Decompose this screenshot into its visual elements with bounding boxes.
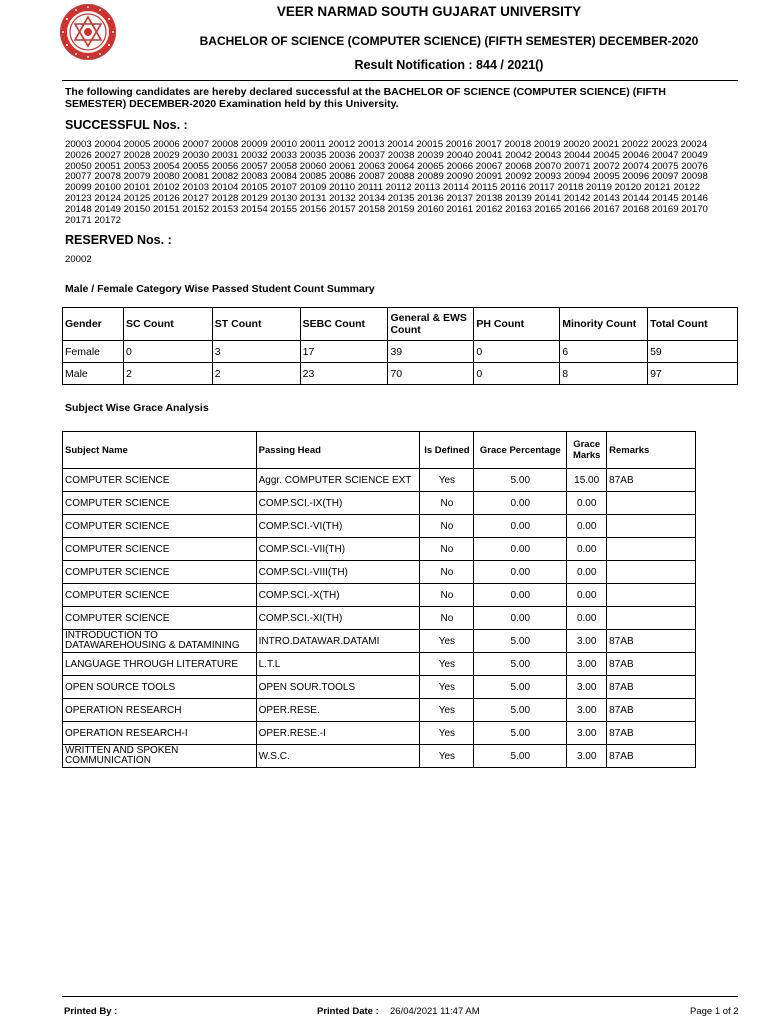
table-cell: OPER.RESE.-I: [256, 722, 420, 745]
table-cell: 3: [212, 341, 300, 363]
table-cell: COMP.SCI.-VIII(TH): [256, 561, 420, 584]
table-row: [63, 492, 696, 515]
table-row: [63, 515, 696, 538]
table-cell: COMPUTER SCIENCE: [63, 584, 257, 607]
table-cell: Female: [63, 341, 124, 363]
summary-col-gender: Gender: [63, 308, 124, 341]
intro-text: The following candidates are hereby declared successful at the BACHELOR OF SCIENCE (COMPUTER SCIENCE) (FIFTH SEMESTER) DECEMBER-2020 Examination held by this University.: [65, 86, 666, 110]
table-cell: 59: [648, 341, 738, 363]
table-cell: COMP.SCI.-VI(TH): [256, 515, 420, 538]
table-row: [63, 607, 696, 630]
table-cell: Yes: [420, 699, 474, 722]
grace-col-percentage: Grace Percentage: [474, 432, 567, 469]
table-cell: Yes: [420, 722, 474, 745]
table-cell: 5.00: [474, 699, 567, 722]
grace-title: Subject Wise Grace Analysis: [65, 402, 209, 414]
table-cell: W.S.C.: [256, 745, 420, 768]
table-cell: 5.00: [474, 469, 567, 492]
table-cell: WRITTEN AND SPOKEN COMMUNICATION: [63, 745, 257, 768]
table-cell: 5.00: [474, 722, 567, 745]
university-name: VEER NARMAD SOUTH GUJARAT UNIVERSITY: [276, 4, 582, 19]
grace-col-remarks: Remarks: [607, 432, 696, 469]
table-cell: 5.00: [474, 653, 567, 676]
table-cell: 0.00: [474, 515, 567, 538]
table-cell: OPEN SOUR.TOOLS: [256, 676, 420, 699]
summary-col-sc: SC Count: [123, 308, 212, 341]
table-cell: INTRODUCTION TO DATAWAREHOUSING & DATAMINING: [63, 630, 257, 653]
successful-numbers: 20003 20004 20005 20006 20007 20008 20009 20010 20011 20012 20013 20014 20015 20016 20017 20018 20019 20020 20021 20022 20023 20024 20026 20027 20028 20029 20030 20031 20032 20033 20035 20036 20037 20038 20039 20040 20041 20042 20043 20044 20045 20046 20047 20049 20050 20051 20053 20054 20055 20056 20057 20058 20060 20061 20063 20064 20065 20066 20067 20068 20070 20071 20072 20074 20075 20076 20077 20078 20079 20080 20081 20082 20083 20084 20085 20086 20087 20088 20089 20090 20091 20092 20093 20094 20095 20096 20097 20098 20099 20100 20101 20102 20103 20104 20105 20107 20109 20110 20111 20112 20113 20114 20115 20116 20117 20118 20119 20120 20121 20122 20123 20124 20125 20126 20127 20128 20129 20130 20131 20132 20134 20135 20136 20137 20138 20139 20141 20142 20143 20144 20145 20146 20148 20149 20150 20151 20152 20153 20154 20155 20156 20157 20158 20159 20160 20161 20162 20163 20165 20166 20167 20168 20169 20170 20171 20172: [65, 139, 708, 226]
table-cell: 3.00: [567, 699, 607, 722]
grace-col-passing-head: Passing Head: [256, 432, 420, 469]
summary-col-general-ews: General & EWS Count: [388, 308, 474, 341]
table-cell: 0: [474, 363, 560, 385]
table-cell: 87AB: [607, 722, 696, 745]
table-cell: 87AB: [607, 676, 696, 699]
table-cell: Yes: [420, 653, 474, 676]
table-cell: L.T.L: [256, 653, 420, 676]
table-cell: OPERATION RESEARCH: [63, 699, 257, 722]
table-cell: 0.00: [567, 584, 607, 607]
table-cell: 87AB: [607, 699, 696, 722]
table-cell: 3.00: [567, 745, 607, 768]
table-row: [63, 341, 738, 363]
grace-table: [62, 431, 696, 768]
table-row: [63, 699, 696, 722]
page-number: Page 1 of 2: [690, 1006, 739, 1017]
table-cell: No: [420, 561, 474, 584]
summary-header-row: [63, 308, 738, 341]
table-cell: COMPUTER SCIENCE: [63, 469, 257, 492]
table-cell: 0: [474, 341, 560, 363]
table-cell: No: [420, 584, 474, 607]
table-row: [63, 722, 696, 745]
table-cell: COMP.SCI.-X(TH): [256, 584, 420, 607]
summary-col-st: ST Count: [212, 308, 300, 341]
table-cell: 87AB: [607, 469, 696, 492]
table-cell: 3.00: [567, 722, 607, 745]
table-cell: 3.00: [567, 653, 607, 676]
table-cell: LANGUAGE THROUGH LITERATURE: [63, 653, 257, 676]
summary-col-total: Total Count: [648, 308, 738, 341]
table-cell: COMPUTER SCIENCE: [63, 492, 257, 515]
table-cell: No: [420, 538, 474, 561]
table-row: [63, 745, 696, 768]
table-cell: [607, 607, 696, 630]
table-row: [63, 561, 696, 584]
grace-col-is-defined: Is Defined: [420, 432, 474, 469]
reserved-numbers: 20002: [65, 254, 92, 265]
table-cell: COMPUTER SCIENCE: [63, 561, 257, 584]
table-cell: 39: [388, 341, 474, 363]
table-cell: 0.00: [474, 538, 567, 561]
printed-date-label: Printed Date :: [317, 1006, 379, 1017]
table-cell: [607, 538, 696, 561]
table-cell: No: [420, 492, 474, 515]
table-cell: Yes: [420, 630, 474, 653]
table-cell: OPERATION RESEARCH-I: [63, 722, 257, 745]
table-cell: Yes: [420, 469, 474, 492]
table-cell: Aggr. COMPUTER SCIENCE EXT: [256, 469, 420, 492]
table-cell: Yes: [420, 745, 474, 768]
summary-table: [62, 307, 738, 385]
table-cell: 23: [300, 363, 388, 385]
printed-date: 26/04/2021 11:47 AM: [390, 1006, 480, 1017]
table-cell: COMP.SCI.-IX(TH): [256, 492, 420, 515]
table-cell: 8: [560, 363, 648, 385]
grace-header-row: [63, 432, 696, 469]
table-cell: 87AB: [607, 745, 696, 768]
result-notification: Result Notification : 844 / 2021(): [354, 58, 544, 72]
summary-col-sebc: SEBC Count: [300, 308, 388, 341]
table-cell: 6: [560, 341, 648, 363]
grace-col-subject: Subject Name: [63, 432, 257, 469]
table-row: [63, 363, 738, 385]
table-cell: OPEN SOURCE TOOLS: [63, 676, 257, 699]
table-cell: INTRO.DATAWAR.DATAMI: [256, 630, 420, 653]
table-cell: OPER.RESE.: [256, 699, 420, 722]
table-row: [63, 653, 696, 676]
summary-col-minority: Minority Count: [560, 308, 648, 341]
table-cell: 0.00: [567, 492, 607, 515]
table-cell: 0: [123, 341, 212, 363]
table-cell: 3.00: [567, 676, 607, 699]
printed-by-label: Printed By :: [64, 1006, 118, 1017]
table-cell: 5.00: [474, 676, 567, 699]
table-cell: [607, 584, 696, 607]
table-cell: 0.00: [474, 561, 567, 584]
table-cell: 2: [212, 363, 300, 385]
table-cell: 5.00: [474, 630, 567, 653]
table-cell: 0.00: [474, 492, 567, 515]
table-cell: 87AB: [607, 630, 696, 653]
table-cell: [607, 515, 696, 538]
table-cell: 5.00: [474, 745, 567, 768]
course-title: BACHELOR OF SCIENCE (COMPUTER SCIENCE) (FIFTH SEMESTER) DECEMBER-2020: [199, 34, 699, 48]
table-cell: 97: [648, 363, 738, 385]
summary-col-ph: PH Count: [474, 308, 560, 341]
table-cell: 17: [300, 341, 388, 363]
grace-col-marks: Grace Marks: [567, 432, 607, 469]
table-cell: COMPUTER SCIENCE: [63, 515, 257, 538]
table-cell: 0.00: [567, 607, 607, 630]
header-divider: [62, 80, 738, 81]
successful-heading: SUCCESSFUL Nos. :: [65, 118, 188, 132]
table-cell: No: [420, 515, 474, 538]
table-cell: 0.00: [474, 584, 567, 607]
table-cell: [607, 492, 696, 515]
table-cell: [607, 561, 696, 584]
table-cell: COMPUTER SCIENCE: [63, 538, 257, 561]
footer-divider: [62, 996, 738, 997]
table-row: [63, 538, 696, 561]
reserved-heading: RESERVED Nos. :: [65, 233, 172, 247]
table-row: [63, 584, 696, 607]
summary-title: Male / Female Category Wise Passed Student Count Summary: [65, 283, 375, 295]
table-cell: 3.00: [567, 630, 607, 653]
table-cell: 0.00: [567, 561, 607, 584]
table-cell: 70: [388, 363, 474, 385]
table-cell: No: [420, 607, 474, 630]
table-cell: COMP.SCI.-XI(TH): [256, 607, 420, 630]
table-cell: Yes: [420, 676, 474, 699]
table-cell: Male: [63, 363, 124, 385]
table-row: [63, 676, 696, 699]
table-cell: 0.00: [567, 515, 607, 538]
table-cell: 0.00: [567, 538, 607, 561]
table-row: [63, 469, 696, 492]
table-cell: 2: [123, 363, 212, 385]
table-cell: 0.00: [474, 607, 567, 630]
table-cell: COMP.SCI.-VII(TH): [256, 538, 420, 561]
table-cell: 87AB: [607, 653, 696, 676]
table-row: [63, 630, 696, 653]
table-cell: 15.00: [567, 469, 607, 492]
table-cell: COMPUTER SCIENCE: [63, 607, 257, 630]
